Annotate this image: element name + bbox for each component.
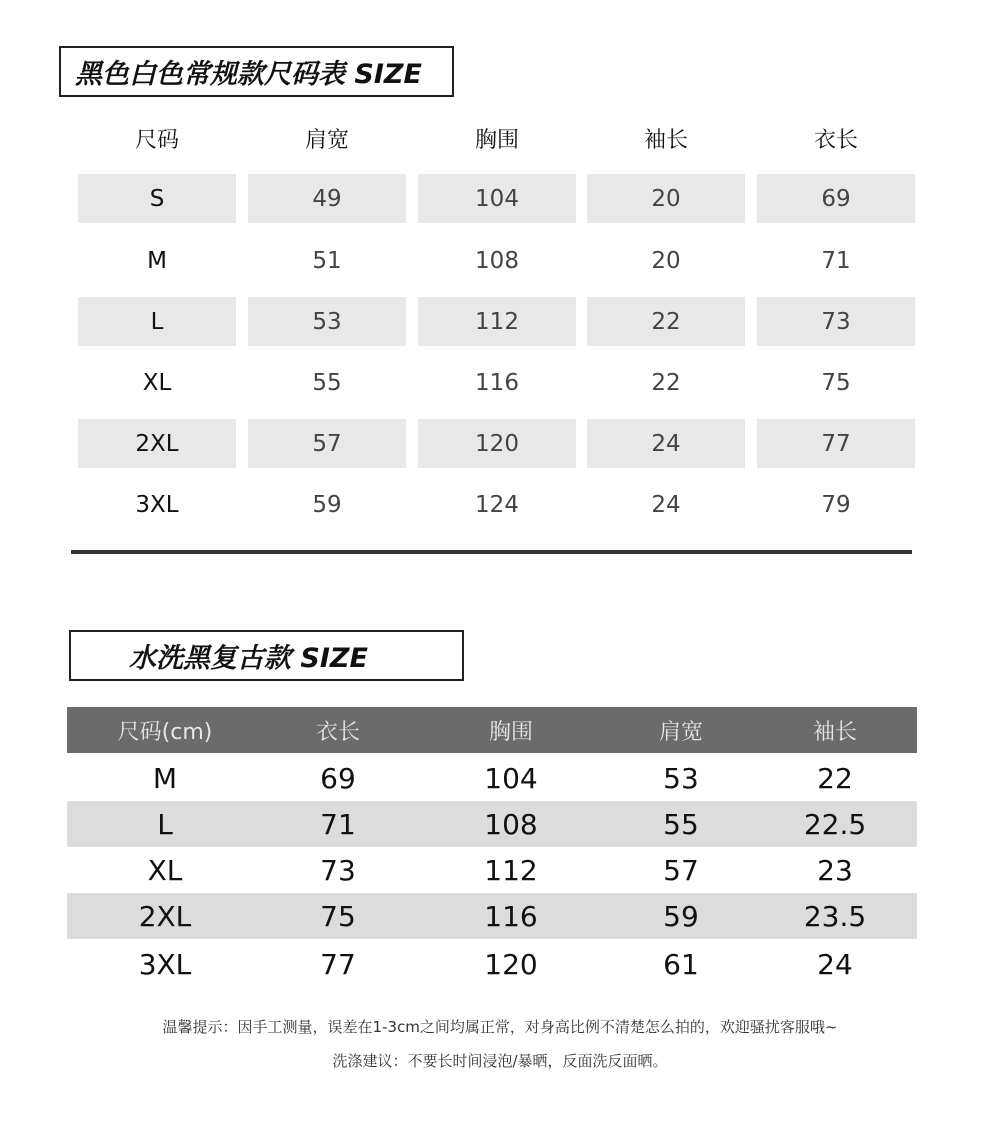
size-cell: 2XL — [78, 419, 236, 468]
table-row — [67, 755, 917, 801]
header-shoulder: 肩宽 — [304, 128, 349, 153]
table-cell: 71 — [821, 247, 851, 274]
header-sleeve: 袖长 — [812, 719, 857, 745]
table-cell: 57 — [248, 419, 406, 468]
table-row — [67, 801, 917, 847]
table-cell: 23.5 — [803, 899, 867, 933]
table-cell: 51 — [312, 247, 342, 274]
size-cell: 3XL — [135, 491, 179, 518]
size-cell: 2XL — [138, 899, 192, 933]
table-row — [0, 174, 1000, 223]
washing-advice: 洗涤建议：不要长时间浸泡/暴晒，反面洗反面晒。 — [332, 1052, 668, 1070]
table-cell: 53 — [663, 761, 699, 795]
table-row — [67, 893, 917, 939]
table-cell: 108 — [484, 807, 538, 841]
header-sleeve: 袖长 — [643, 128, 688, 153]
table-cell: 116 — [475, 369, 519, 396]
table-cell: 49 — [248, 174, 406, 223]
size-cell: S — [78, 174, 236, 223]
table-cell: 59 — [312, 491, 342, 518]
table-cell: 22 — [651, 369, 681, 396]
table-cell: 124 — [475, 491, 519, 518]
table-cell: 61 — [663, 947, 699, 981]
size-cell: XL — [147, 853, 183, 887]
table-cell: 120 — [418, 419, 576, 468]
table-cell: 22.5 — [803, 807, 867, 841]
table-cell: 53 — [248, 297, 406, 346]
header-chest: 胸围 — [488, 719, 533, 745]
table-cell: 120 — [484, 947, 538, 981]
table-cell: 73 — [320, 853, 356, 887]
table-cell: 24 — [817, 947, 853, 981]
header-length: 衣长 — [813, 128, 858, 153]
table-cell: 20 — [651, 247, 681, 274]
size-cell: M — [152, 761, 178, 795]
table-cell: 75 — [320, 899, 356, 933]
table-cell: 24 — [651, 491, 681, 518]
table-cell: 112 — [484, 853, 538, 887]
table2-title: 水洗黑复古款 SIZE — [69, 630, 464, 681]
table-cell: 77 — [757, 419, 915, 468]
table-cell: 69 — [757, 174, 915, 223]
table-row — [0, 297, 1000, 346]
table-row — [67, 941, 917, 987]
measurement-tip: 温馨提示：因手工测量，误差在1-3cm之间均属正常，对身高比例不清楚怎么拍的，欢迎骚扰客服哦~ — [162, 1018, 838, 1036]
section-divider — [71, 550, 912, 554]
table-cell: 108 — [475, 247, 519, 274]
table-cell: 104 — [418, 174, 576, 223]
table-cell: 24 — [587, 419, 745, 468]
table-cell: 73 — [757, 297, 915, 346]
header-size: 尺码 — [134, 128, 179, 153]
size-cell: 3XL — [138, 947, 192, 981]
size-cell: M — [147, 247, 167, 274]
table-cell: 77 — [320, 947, 356, 981]
table-cell: 55 — [312, 369, 342, 396]
table-cell: 116 — [484, 899, 538, 933]
size-cell: XL — [142, 369, 172, 396]
table-row — [0, 358, 1000, 407]
table-cell: 22 — [587, 297, 745, 346]
table-cell: 57 — [663, 853, 699, 887]
size-cell: L — [157, 807, 173, 841]
table-cell: 55 — [663, 807, 699, 841]
header-length: 衣长 — [315, 719, 360, 745]
table-cell: 75 — [821, 369, 851, 396]
header-shoulder: 肩宽 — [658, 719, 703, 745]
table-row — [0, 419, 1000, 468]
table-cell: 104 — [484, 761, 538, 795]
table1-header-row — [0, 114, 1000, 163]
header-size-cm: 尺码(cm) — [117, 719, 213, 745]
table2-header-row — [67, 707, 917, 753]
table-row — [0, 480, 1000, 529]
table-cell: 22 — [817, 761, 853, 795]
table-cell: 23 — [817, 853, 853, 887]
table-cell: 59 — [663, 899, 699, 933]
size-cell: L — [78, 297, 236, 346]
table-cell: 79 — [821, 491, 851, 518]
table1-title: 黑色白色常规款尺码表 SIZE — [59, 46, 454, 97]
table-row — [0, 236, 1000, 285]
table-cell: 69 — [320, 761, 356, 795]
table-row — [67, 847, 917, 893]
table-cell: 112 — [418, 297, 576, 346]
table-cell: 20 — [587, 174, 745, 223]
header-chest: 胸围 — [474, 128, 519, 153]
table-cell: 71 — [320, 807, 356, 841]
